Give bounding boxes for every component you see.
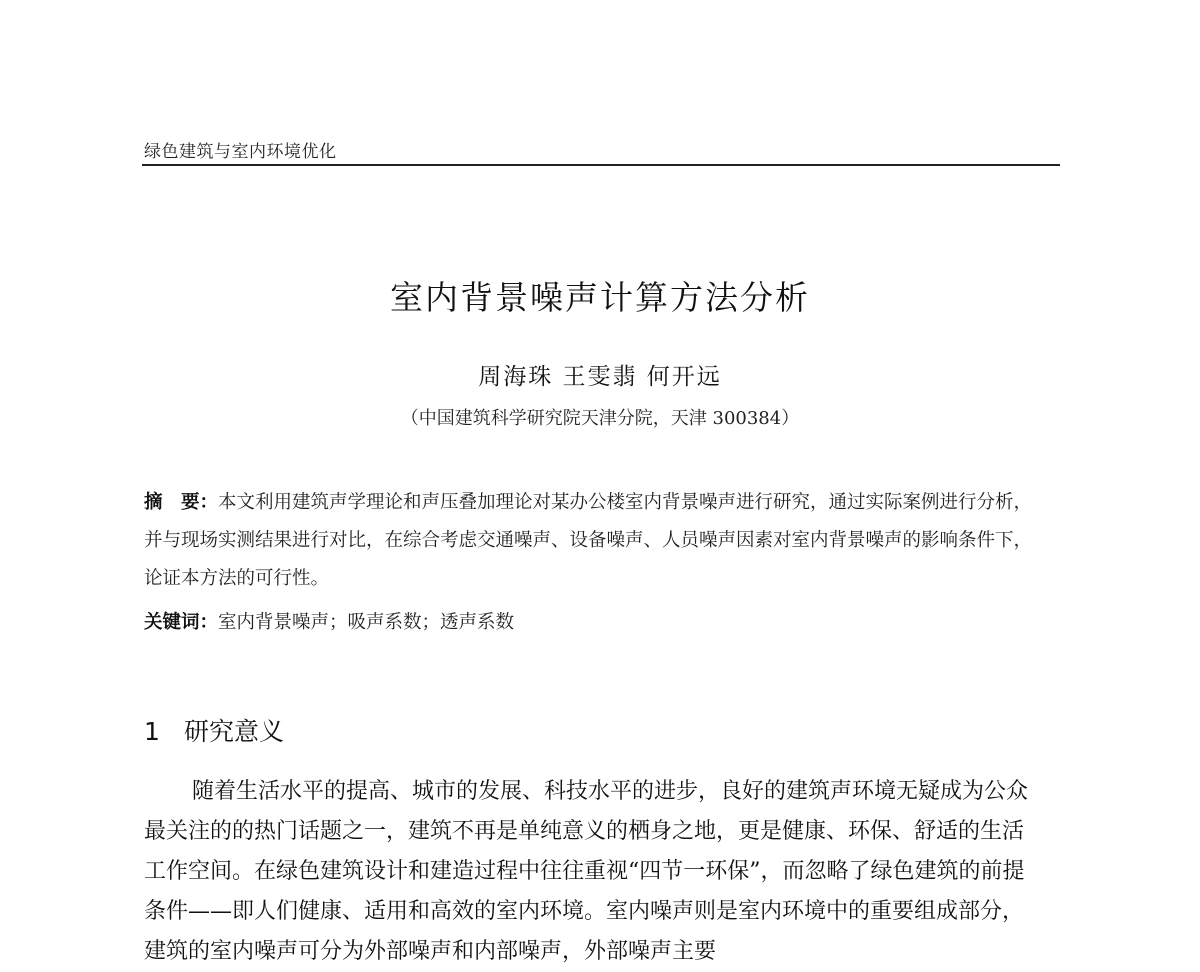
section-title: 研究意义 xyxy=(184,717,285,746)
abstract-label: 摘 要： xyxy=(144,492,219,513)
abstract xyxy=(144,484,1044,598)
section-number: 1 xyxy=(144,717,160,746)
keywords-label: 关键词： xyxy=(144,612,219,633)
author-list: 周海珠 王雯翡 何开远 xyxy=(478,364,722,390)
paper-title: 室内背景噪声计算方法分析 xyxy=(390,278,810,317)
header-rule xyxy=(142,164,1060,166)
abstract-text: 本文利用建筑声学理论和声压叠加理论对某办公楼室内背景噪声进行研究，通过实际案例进行分析，并与现场实测结果进行对比，在综合考虑交通噪声、设备噪声、人员噪声因素对室内背景噪声的影响条件下，论证本方法的可行性。 xyxy=(144,492,1033,589)
affiliation: （中国建筑科学研究院天津分院，天津 300384） xyxy=(400,408,800,429)
body-paragraph: 随着生活水平的提高、城市的发展、科技水平的进步，良好的建筑声环境无疑成为公众最关注的的热门话题之一，建筑不再是单纯意义的栖身之地，更是健康、环保、舒适的生活工作空间。在绿色建筑设计和建造过程中往往重视“四节一环保”，而忽略了绿色建筑的前提条件——即人们健康、适用和高效的室内环境。室内噪声则是室内环境中的重要组成部分，建筑的室内噪声可分为外部噪声和内部噪声，外部噪声主要 xyxy=(144,779,1029,964)
keywords xyxy=(144,608,1044,634)
keywords-text: 室内背景噪声；吸声系数；透声系数 xyxy=(218,612,515,633)
running-header: 绿色建筑与室内环境优化 xyxy=(144,142,337,162)
section-heading xyxy=(144,712,284,748)
